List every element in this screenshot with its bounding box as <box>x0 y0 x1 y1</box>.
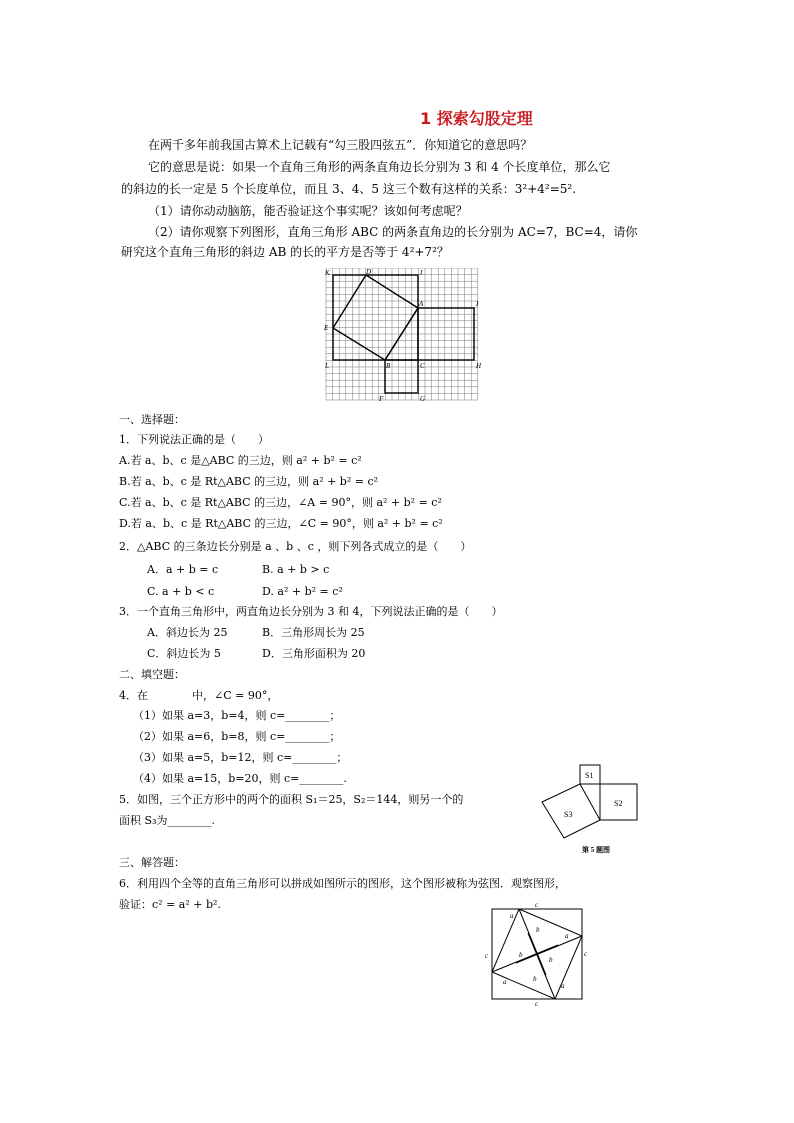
q6-line-1: 6．利用四个全等的直角三角形可以拼成如图所示的图形，这个图形被称为弦图．观察图形， <box>119 877 566 890</box>
label-c-right: c <box>584 950 588 958</box>
grid-figure <box>321 268 485 408</box>
label-b-3: b <box>533 975 537 983</box>
q3-option-c: C．斜边长为 5 <box>147 647 221 660</box>
q3-stem: 3．一个直角三角形中，两直角边长分别为 3 和 4，下列说法正确的是（ ） <box>119 605 503 618</box>
label-s2: S2 <box>614 799 623 808</box>
q3-option-a: A．斜边长为 25 <box>147 626 228 639</box>
q2-stem: 2．△ABC 的三条边长分别是 a 、b 、c ，则下列各式成立的是（ ） <box>119 540 472 553</box>
chord-diagram <box>483 900 593 1006</box>
label-f: F <box>379 395 384 403</box>
q1-option-b: B.若 a、b、c 是 Rt△ABC 的三边，则 a² + b² = c² <box>119 475 379 488</box>
q1-option-d: D.若 a、b、c 是 Rt△ABC 的三边，∠C = 90°，则 a² + b² = c² <box>119 517 443 530</box>
section-choice-heading: 一、选择题： <box>119 413 185 426</box>
label-a: A <box>419 300 424 308</box>
intro-paragraph-2b: 的斜边的长一定是 5 个长度单位，而且 3、4、5 这三个数有这样的关系：3²+4²=5². <box>121 182 577 196</box>
intro-question-2a: （2）请你观察下列图形，直角三角形 ABC 的两条直角边的长分别为 AC=7，BC=4，请你 <box>148 225 638 239</box>
label-a-3: a <box>561 982 565 990</box>
label-k: K <box>325 269 330 277</box>
q4-sub-3: （3）如果 a=5，b=12，则 c=________； <box>133 751 348 764</box>
label-s1: S1 <box>585 771 594 780</box>
intro-paragraph-1: 在两千多年前我国古算术上记载有“勾三股四弦五”．你知道它的意思吗？ <box>148 138 533 152</box>
label-c-bottom: c <box>535 1000 539 1006</box>
q1-option-c: C.若 a、b、c 是 Rt△ABC 的三边，∠A = 90°，则 a² + b² = c² <box>119 496 442 509</box>
label-e: E <box>324 324 329 332</box>
page-title: 1 探索勾股定理 <box>420 109 533 128</box>
label-i-right: I <box>476 300 479 308</box>
q3-option-b: B．三角形周长为 25 <box>262 626 365 639</box>
label-d: D <box>366 268 372 276</box>
label-c: C <box>420 362 425 370</box>
label-c-left: c <box>485 952 489 960</box>
intro-question-2b: 研究这个直角三角形的斜边 AB 的长的平方是否等于 4²+7²？ <box>121 245 449 259</box>
intro-paragraph-2a: 它的意思是说：如果一个直角三角形的两条直角边长分别为 3 和 4 个长度单位，那么它 <box>148 160 611 174</box>
q3-option-d: D．三角形面积为 20 <box>262 647 366 660</box>
label-b-4: b <box>519 951 523 959</box>
q5-line-1: 5．如图，三个正方形中的两个的面积 S₁＝25，S₂＝144，则另一个的 <box>119 793 464 806</box>
q2-option-b: B. a + b > c <box>262 563 330 576</box>
intro-question-1: （1）请你动动脑筋，能否验证这个事实呢？该如何考虑呢？ <box>148 204 468 218</box>
label-a-4: a <box>503 978 507 986</box>
figure5-caption: 第 5 题图 <box>582 846 610 854</box>
q2-option-a: A．a + b = c <box>147 563 219 576</box>
q4-stem: 4．在 中，∠C = 90°， <box>119 689 279 702</box>
section-solve-heading: 三、解答题： <box>119 856 185 869</box>
label-s3: S3 <box>564 810 573 819</box>
section-fill-heading: 二、填空题： <box>119 668 185 681</box>
label-b-2: b <box>549 956 553 964</box>
q1-option-a: A.若 a、b、c 是△ABC 的三边，则 a² + b² = c² <box>119 454 362 467</box>
label-g: G <box>420 395 426 403</box>
label-c-top: c <box>535 901 539 909</box>
label-a-1: a <box>510 912 514 920</box>
q4-sub-1: （1）如果 a=3，b=4，则 c=________； <box>133 709 341 722</box>
q1-stem: 1．下列说法正确的是（ ） <box>119 433 269 446</box>
q4-sub-2: （2）如果 a=6，b=8，则 c=________； <box>133 730 341 743</box>
q5-figure <box>538 760 642 856</box>
q4-sub-4: （4）如果 a=15，b=20，则 c=________. <box>133 772 347 785</box>
q2-option-c: C. a + b < c <box>147 585 215 598</box>
label-a-2: a <box>565 932 569 940</box>
q6-line-2: 验证：c² = a² + b². <box>119 898 221 911</box>
label-i-top: I <box>420 269 423 277</box>
label-b-1: b <box>536 926 540 934</box>
q5-line-2: 面积 S₃为________. <box>119 814 215 827</box>
q2-option-d: D. a² + b² = c² <box>262 585 343 598</box>
label-h: H <box>476 362 482 370</box>
label-b: B <box>386 362 391 370</box>
label-l: L <box>325 362 329 370</box>
